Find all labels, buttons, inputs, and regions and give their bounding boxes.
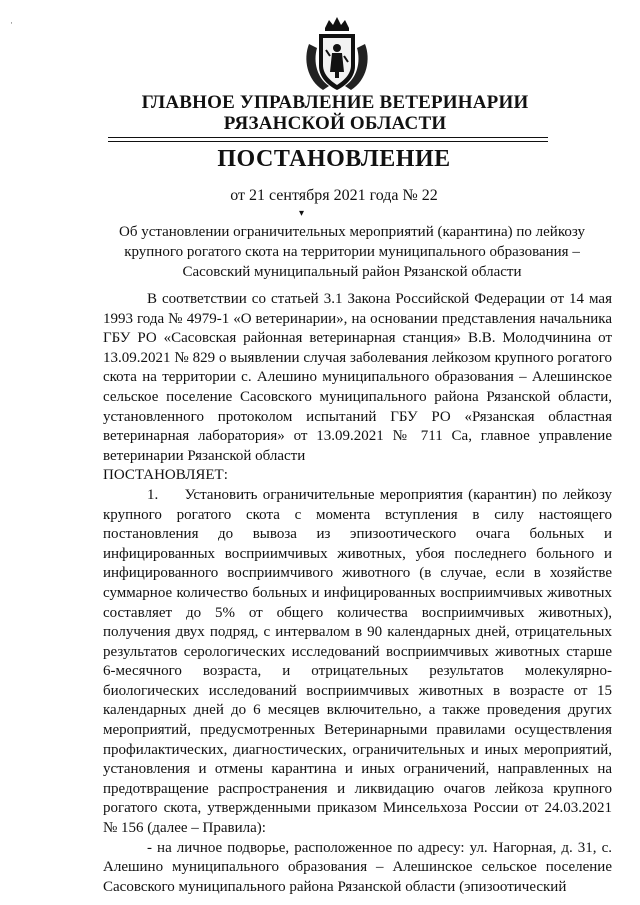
bullet-paragraph: - на личное подворье, расположенное по адресу: ул. Нагорная, д. 31, с. Алешино муниципального образования – Алешинское сельское поселение Сасовского муниципального района Рязанской области (эпизоотический <box>103 839 612 895</box>
item-1-paragraph <box>103 486 612 839</box>
document-date: от 21 сентября 2021 года № 22 <box>230 187 438 204</box>
decree-word: ПОСТАНОВЛЯЕТ: <box>103 467 228 484</box>
item-1-number: 1. <box>147 486 159 503</box>
header-divider-thin <box>108 141 548 142</box>
item-1-text: Установить ограничительные мероприятия (карантин) по лейкозу крупного рогатого скота с момента вступления в силу настоящего постановления до вывоза из эпизоотического очага больных и инфицированных восприимчивых животных, убоя последнего больного и инфицированного восприимчивого животного (в случае, если в хозяйстве суммарное количество больных и инфицированных восприимчивых животных составляет до 5% от общего количества восприимчивых животных), получения двух подряд, с интервалом в 90 календарных дней, отрицательных результатов серологических исследований восприимчивых животных старше 6-месячного возраста, и отрицательных результатов молекулярно-биологических исследований восприимчивых животных в возрасте от 15 календарных дней до 6 месяцев включительно, а также проведения других мероприятий, предусмотренных Ветеринарными правилами осуществления профилактических, диагностических, ограничительных и иных мероприятий, установления и отмены карантина и иных ограничений, направленных на предотвращение распространения и ликвидацию очагов лейкоза крупного рогатого скота, утвержденными приказом Минсельхоза России от 24.03.2021 № 156 (далее – Правила): <box>103 486 612 837</box>
organization-name-line-2: РЯЗАНСКОЙ ОБЛАСТИ <box>223 113 447 134</box>
margin-mark: · <box>10 18 13 28</box>
preamble-paragraph: В соответствии со статьей 3.1 Закона Российской Федерации от 14 мая 1993 года № 4979-1 «О ветеринарии», на основании представления начальника ГБУ РО «Сасовская районная ветеринарная станция» В.В. Молодчинина от 13.09.2021 № 829 о выявлении случая заболевания лейкозом крупного рогатого скота на территории с. Алешино муниципального образования – Алешинское сельское поселение Сасовского муниципального района Рязанской области, установленного протоколом испытаний ГБУ РО «Рязанская областная ветеринарная лаборатория» от 13.09.2021 № 711 Са, главное управление ветеринарии Рязанской области <box>103 291 612 464</box>
organization-name-line-1: ГЛАВНОЕ УПРАВЛЕНИЕ ВЕТЕРИНАРИИ <box>141 92 529 113</box>
coat-of-arms-icon <box>299 14 375 96</box>
document-body <box>103 290 612 897</box>
header-divider <box>108 137 548 138</box>
stray-mark: ▾ <box>299 208 305 219</box>
document-title: ПОСТАНОВЛЕНИЕ <box>217 146 451 172</box>
document-subject: Об установлении ограничительных мероприятий (карантина) по лейкозу крупного рогатого скота на территории муниципального образования – Сасовский муниципальный район Рязанской области <box>119 224 585 280</box>
